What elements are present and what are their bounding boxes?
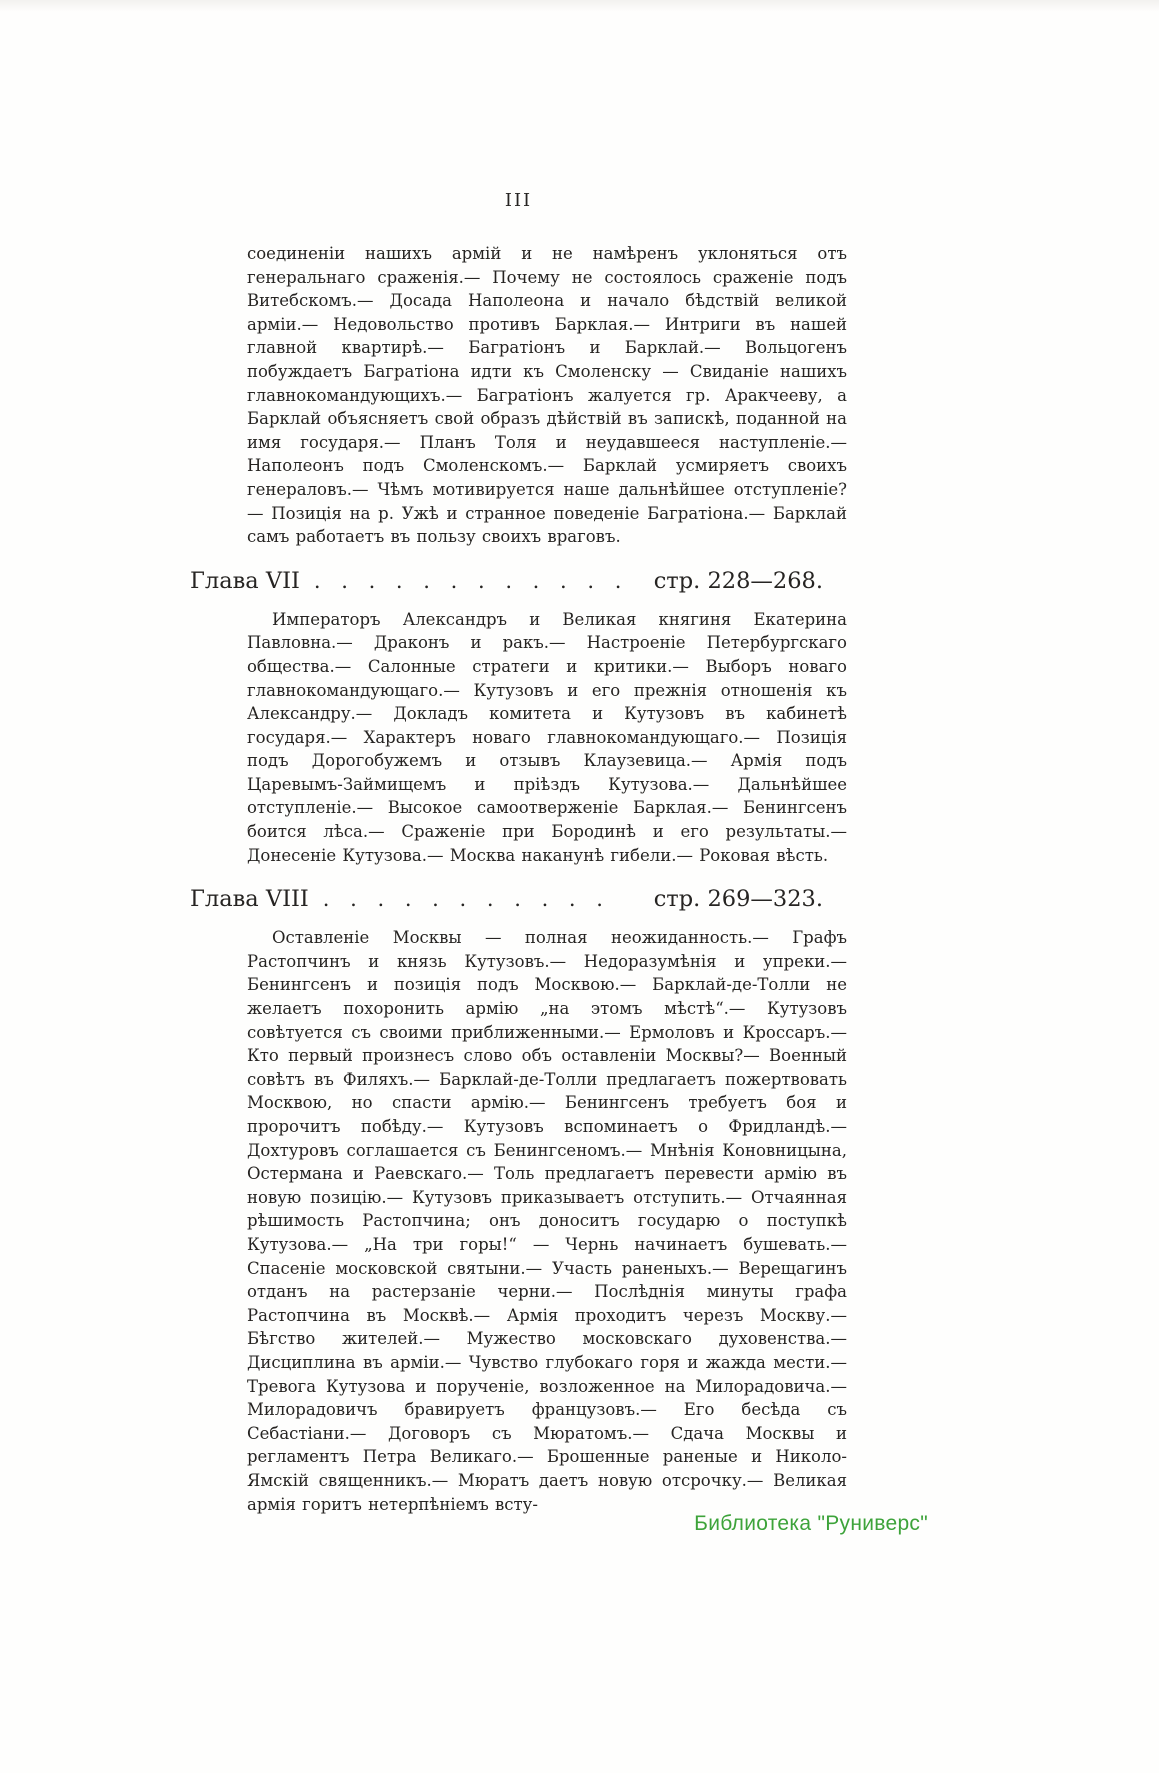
chapter-vi-summary-continuation: соединеніи нашихъ армій и не намѣренъ уклоняться отъ генеральнаго сраженія.— Почему не состоялось сраженіе подъ Витебскомъ.— Досада Наполеона и начало бѣдствій великой арміи.— Недовольство противъ Барклая.— Интриги въ нашей главной квартирѣ.— Багратіонъ и Барклай.— Вольцогенъ побуждаетъ Багратіона идти къ Смоленску — Свиданіе нашихъ главнокомандующихъ.— Багратіонъ жалуется гр. Аракчееву, а Барклай объясняетъ свой образъ дѣйствій въ запискѣ, поданной на имя государя.— Планъ Толя и неудавшееся наступленіе.— Наполеонъ подъ Смоленскомъ.— Барклай усмиряетъ своихъ генераловъ.— Чѣмъ мотивируется наше дальнѣйшее отступленіе?— Позиція на р. Ужѣ и странное поведеніе Багратіона.— Барклай самъ работаетъ въ пользу своихъ враговъ. [247,244,847,547]
dot-leader: . . . . . . . . . . . [322,887,610,912]
chapter-viii-pages: стр. 269—323. [653,886,823,913]
chapter-vii-pages: стр. 228—268. [653,567,823,594]
chapter-viii-title: Глава VIII [190,886,309,913]
chapter-vii-summary: Императоръ Александръ и Великая княгиня Екатерина Павловна.— Драконъ и ракъ.— Настроеніе Петербургскаго общества.— Салонные стратеги и критики.— Выборъ новаго главнокомандующаго.— Кутузовъ и его прежнія отношенія къ Александру.— Докладъ комитета и Кутузовъ въ кабинетѣ государя.— Характеръ новаго главнокомандующаго.— Позиція подъ Дорогобужемъ и отзывъ Клаузевица.— Армія подъ Царевымъ-Займищемъ и пріѣздъ Кутузова.— Дальнѣйшее отступленіе.— Высокое самоотверженіе Барклая.— Бенингсенъ боится лѣса.— Сраженіе при Бородинѣ и его результаты.— Донесеніе Кутузова.— Москва наканунѣ гибели.— Роковая вѣсть. [247,609,847,865]
chapter-vii-heading [190,568,847,594]
dot-leader: . . . . . . . . . . . . [313,568,629,593]
chapter-viii-heading [190,886,847,912]
page-number: III [504,190,533,211]
watermark: Библиотека "Руниверс" [694,1512,928,1535]
table-of-contents [190,242,847,1516]
chapter-vii-title: Глава VII [190,567,300,594]
chapter-viii-summary: Оставленіе Москвы — полная неожиданность.— Графъ Растопчинъ и князь Кутузовъ.— Недоразумѣнія и упреки.— Бенингсенъ и позиція подъ Москвою.— Барклай-де-Толли не желаетъ похоронить армію „на этомъ мѣстѣ“.— Кутузовъ совѣтуется съ своими приближенными.— Ермоловъ и Кроссаръ.— Кто первый произнесъ слово объ оставленіи Москвы?— Военный совѣтъ въ Филяхъ.— Барклай-де-Толли предлагаетъ пожертвовать Москвою, но спасти армію.— Бенингсенъ требуетъ боя и пророчитъ побѣду.— Кутузовъ вспоминаетъ о Фридландѣ.— Дохтуровъ соглашается съ Бенингсеномъ.— Мнѣнія Коновницына, Остермана и Раевскаго.— Толь предлагаетъ перевести армію въ новую позицію.— Кутузовъ приказываетъ отступить.— Отчаянная рѣшимость Растопчина; онъ доноситъ государю о поступкѣ Кутузова.— „На три горы!“ — Чернь начинаетъ бушевать.— Спасеніе московской святыни.— Участь раненыхъ.— Верещагинъ отданъ на растерзаніе черни.— Послѣднія минуты графа Растопчина въ Москвѣ.— Армія проходитъ черезъ Москву.— Бѣгство жителей.— Мужество московскаго духовенства.— Дисциплина въ арміи.— Чувство глубокаго горя и жажда мести.— Тревога Кутузова и порученіе, возложенное на Милорадовича.— Милорадовичъ бравируетъ французовъ.— Его бесѣда съ Себастіани.— Договоръ съ Мюратомъ.— Сдача Москвы и регламентъ Петра Великаго.— Брошенные раненые и Николо-Ямскій священникъ.— Мюратъ даетъ новую отсрочку.— Великая армія горитъ нетерпѣніемъ всту- [247,928,847,1514]
